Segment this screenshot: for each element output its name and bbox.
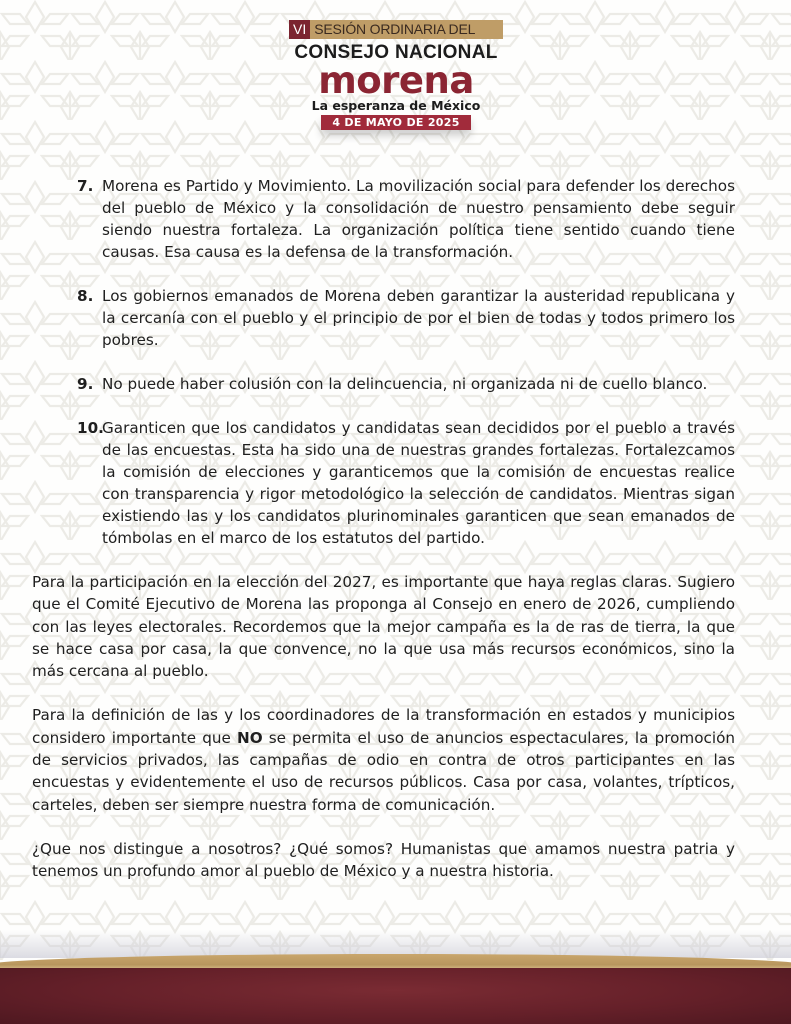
paragraph-text: se permita el uso de anuncios espectaculares, la promoción de servicios privados, las campañas de odio en contra de otros participantes en las encuestas y evidentemente el uso de recursos públicos. Casa por casa, volantes, trípticos, carteles, deben ser siempre nuestra forma de comunicación. xyxy=(32,728,735,814)
list-text: Los gobiernos emanados de Morena deben garantizar la austeridad republicana y la cercanía con el pueblo y el principio de por el bien de todas y todos primero los pobres. xyxy=(102,287,735,349)
paragraph-closing: ¿Que nos distingue a nosotros? ¿Qué somos? Humanistas que amamos nuestra patria y tenemos un profundo amor al pueblo de México y a nuestra historia. xyxy=(32,839,735,881)
list-item xyxy=(55,373,735,395)
list-number: 10. xyxy=(77,419,104,437)
session-banner xyxy=(289,20,503,39)
list-item xyxy=(55,417,735,549)
event-date: 4 DE MAYO DE 2025 xyxy=(321,115,471,130)
paragraph-coordinators xyxy=(32,704,735,815)
party-logo-text: morena xyxy=(318,59,474,102)
party-slogan: La esperanza de México xyxy=(311,98,481,113)
list-item xyxy=(55,175,735,263)
list-text: Garanticen que los candidatos y candidatas sean decididos por el pueblo a través de las encuestas. Esta ha sido una de nuestras grandes fortalezas. Fortalezcamos la comisión de elecciones y garanticemos que la comisión de encuestas realice con transparencia y rigor metodológico la selección de candidatos. Mientras sigan existiendo las y los candidatos plurinominales garanticen que sean emanados de tómbolas en el marco de los estatutos del partido. xyxy=(102,419,735,547)
list-number: 8. xyxy=(77,287,94,305)
emphasis-no: NO xyxy=(237,728,263,747)
council-title: CONSEJO NACIONAL xyxy=(294,42,498,63)
paragraph-elections-2027: Para la participación en la elección del 2027, es importante que haya reglas claras. Sugiero que el Comité Ejecutivo de Morena las proponga al Consejo en enero de 2026, cumpliendo con las leyes electorales. Recordemos que la mejor campaña es la de ras de tierra, la que se hace casa por casa, la que convence, no la que usa más recursos económicos, sino la más cercana al pueblo. xyxy=(32,573,735,681)
session-number: VI xyxy=(289,20,310,39)
footer-maroon-band xyxy=(0,968,791,1024)
event-logo xyxy=(286,20,506,130)
session-label: SESIÓN ORDINARIA DEL xyxy=(310,20,503,39)
paragraph-text: Para la definición de las y los coordinadores de la transformación en estados y municipios considero importante que xyxy=(32,706,735,747)
document-body xyxy=(32,175,735,905)
list-number: 9. xyxy=(77,375,94,393)
list-text: No puede haber colusión con la delincuencia, ni organizada ni de cuello blanco. xyxy=(102,375,708,393)
list-item xyxy=(55,285,735,351)
list-number: 7. xyxy=(77,177,94,195)
page-footer xyxy=(0,930,791,1024)
list-text: Morena es Partido y Movimiento. La movilización social para defender los derechos del pueblo de México y la consolidación de nuestro pensamiento debe seguir siendo nuestra fortaleza. La organización política tiene sentido cuando tiene causas. Esa causa es la defensa de la transformación. xyxy=(102,177,735,261)
